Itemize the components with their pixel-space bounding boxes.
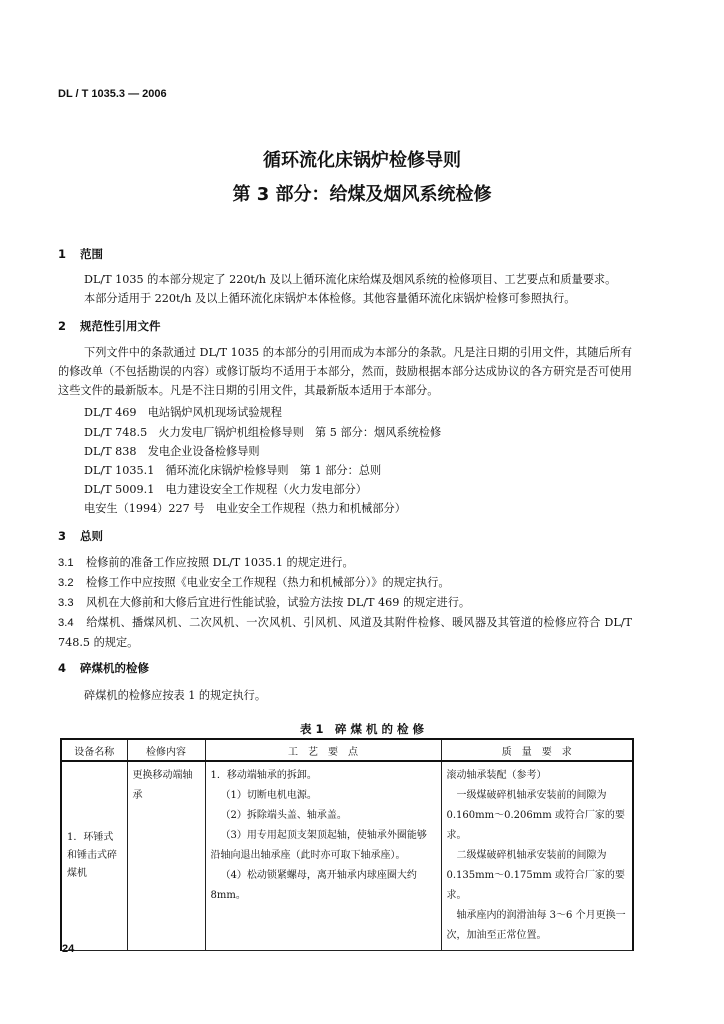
quality-requirements-cell bbox=[441, 761, 633, 951]
section-title: 范围 bbox=[80, 247, 103, 261]
process-step: （3）用专用起顶支架顶起轴，使轴承外圈能够沿轴向退出轴承座（此时亦可取下轴承座）。 bbox=[210, 830, 427, 861]
section-number: 2 bbox=[58, 319, 67, 333]
column-header-quality: 质 量 要 求 bbox=[441, 739, 633, 761]
clause-3-2 bbox=[58, 573, 450, 593]
section-1-heading bbox=[58, 246, 103, 262]
section-1-paragraph-2: 本部分适用于 220t/h 及以上循环流化床锅炉本体检修。其他容量循环流化床锅炉检修可参照执行。 bbox=[84, 292, 576, 305]
reference-item: DL/T 5009.1 电力建设安全工作规程（火力发电部分） bbox=[84, 483, 367, 496]
section-number: 3 bbox=[58, 529, 67, 543]
table-header-row bbox=[61, 739, 633, 761]
reference-item: DL/T 748.5 火力发电厂锅炉机组检修导则 第 5 部分：烟风系统检修 bbox=[84, 426, 442, 439]
section-number: 1 bbox=[58, 247, 67, 261]
column-header-device: 设备名称 bbox=[61, 739, 127, 761]
section-3-heading bbox=[58, 528, 103, 544]
section-1-paragraph-1: DL/T 1035 的本部分规定了 220t/h 及以上循环流化床给煤及烟风系统的检修项目、工艺要点和质量要求。 bbox=[84, 273, 617, 286]
clause-text: 风机在大修前和大修后宜进行性能试验，试验方法按 DL/T 469 的规定进行。 bbox=[86, 596, 471, 609]
clause-text: 检修前的准备工作应按照 DL/T 1035.1 的规定进行。 bbox=[86, 556, 354, 569]
quality-item: 二级煤破碎机轴承安装前的间隙为 0.135mm～0.175mm 或符合厂家的要求。 bbox=[446, 850, 625, 901]
maintenance-content-cell: 更换移动端轴承 bbox=[127, 761, 205, 951]
reference-item: 电安生（1994）227 号 电业安全工作规程（热力和机械部分） bbox=[84, 502, 406, 515]
section-title: 总则 bbox=[80, 529, 103, 543]
section-title: 碎煤机的检修 bbox=[80, 661, 149, 675]
section-title: 规范性引用文件 bbox=[80, 319, 161, 333]
maintenance-table bbox=[60, 738, 634, 951]
reference-item: DL/T 1035.1 循环流化床锅炉检修导则 第 1 部分：总则 bbox=[84, 464, 382, 477]
quality-item: 轴承座内的润滑油每 3～6 个月更换一次，加油至正常位置。 bbox=[446, 910, 626, 941]
section-4-paragraph: 碎煤机的检修应按表 1 的规定执行。 bbox=[84, 689, 267, 702]
clause-3-1 bbox=[58, 553, 354, 573]
clause-number: 3.4 bbox=[58, 617, 74, 629]
document-subtitle: 第 3 部分：给煤及烟风系统检修 bbox=[232, 184, 492, 205]
page-number: 24 bbox=[62, 943, 75, 955]
quality-item: 一级煤破碎机轴承安装前的间隙为 0.160mm～0.206mm 或符合厂家的要求。 bbox=[446, 790, 625, 841]
clause-3-3 bbox=[58, 593, 470, 613]
reference-item: DL/T 838 发电企业设备检修导则 bbox=[84, 445, 260, 458]
section-2-heading bbox=[58, 318, 161, 334]
clause-text: 检修工作中应按照《电业安全工作规程（热力和机械部分）》的规定执行。 bbox=[86, 576, 450, 589]
table-row bbox=[61, 761, 633, 951]
document-title: 循环流化床锅炉检修导则 bbox=[263, 150, 461, 171]
process-step: （4）松动锁紧螺母，离开轴承内球座圈大约 8mm。 bbox=[210, 870, 417, 901]
clause-number: 3.2 bbox=[58, 577, 74, 589]
process-step: （1）切断电机电源。 bbox=[220, 790, 317, 801]
process-step: 1．移动端轴承的拆卸。 bbox=[210, 770, 317, 781]
clause-3-4 bbox=[58, 613, 632, 652]
device-name-cell: 1．环锤式和锤击式碎煤机 bbox=[61, 761, 127, 951]
quality-item: 滚动轴承装配（参考） bbox=[446, 770, 547, 781]
reference-item: DL/T 469 电站锅炉风机现场试验规程 bbox=[84, 406, 282, 419]
clause-number: 3.1 bbox=[58, 557, 74, 569]
clause-number: 3.3 bbox=[58, 597, 74, 609]
process-step: （2）拆除端头盖、轴承盖。 bbox=[220, 810, 347, 821]
section-4-heading bbox=[58, 660, 149, 676]
column-header-content: 检修内容 bbox=[127, 739, 205, 761]
section-2-paragraph: 下列文件中的条款通过 DL/T 1035 的本部分的引用而成为本部分的条款。凡是注日期的引用文件，其随后所有的修改单（不包括勘误的内容）或修订版均不适用于本部分，然而，鼓励根据本部分达成协议的各方研究是否可使用这些文件的最新版本。凡是不注日期的引用文件，其最新版本适用于本部分。 bbox=[58, 346, 632, 397]
standard-code-header: DL / T 1035.3 — 2006 bbox=[58, 88, 167, 100]
column-header-process: 工 艺 要 点 bbox=[205, 739, 441, 761]
clause-text: 给煤机、播煤风机、二次风机、一次风机、引风机、风道及其附件检修、暖风器及其管道的检修应符合 DL/T 748.5 的规定。 bbox=[58, 616, 632, 649]
table-caption: 表 1 碎 煤 机 的 检 修 bbox=[299, 722, 425, 736]
process-points-cell bbox=[205, 761, 441, 951]
section-number: 4 bbox=[58, 661, 67, 675]
